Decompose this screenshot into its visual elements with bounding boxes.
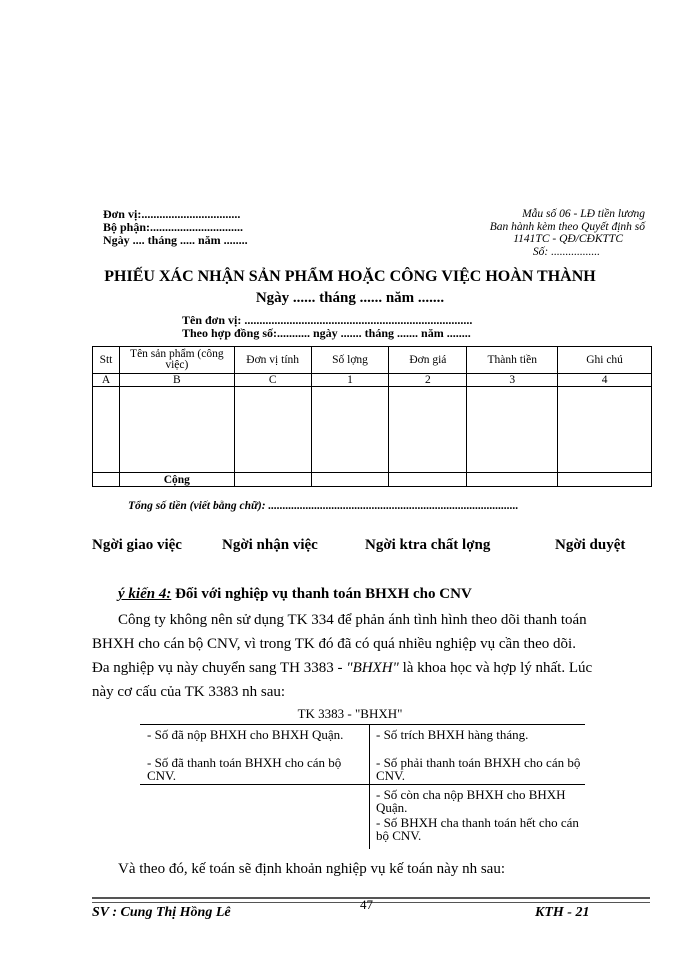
- signature-approver: Ngời duyệt: [555, 537, 626, 553]
- section-heading: [118, 586, 472, 603]
- col-header: Số lợng: [311, 347, 389, 374]
- t-account-credit-item: - Số phải thanh toán BHXH cho cán bộ CNV.: [376, 755, 581, 783]
- col-code: 2: [389, 374, 467, 387]
- col-code: 1: [311, 374, 389, 387]
- t-account-title: TK 3383 - "BHXH": [297, 706, 403, 721]
- col-header: Thành tiền: [467, 347, 558, 374]
- col-code: 3: [467, 374, 558, 387]
- contract-line: Theo hợp đồng số:........... ngày ....... tháng ....... năm ........: [182, 326, 471, 340]
- section-label: ý kiến 4:: [118, 586, 172, 602]
- total-in-words: Tổng số tiền (viết bằng chữ): .......................................................................................: [128, 500, 519, 512]
- form-number: Số: .................: [532, 245, 600, 258]
- col-code: 4: [558, 374, 652, 387]
- decision-line: Ban hành kèm theo Quyết định số: [489, 220, 645, 233]
- col-header: Đơn giá: [389, 347, 467, 374]
- page-number: 47: [360, 897, 373, 912]
- form-date: Ngày ...... tháng ...... năm .......: [255, 290, 445, 306]
- form-code: Mẫu số 06 - LĐ tiền lương: [522, 208, 645, 220]
- col-header: Tên sản phẩm (công việc): [119, 347, 234, 374]
- table-header-row: [93, 347, 652, 374]
- table-body-row: [93, 387, 652, 473]
- col-header: Stt: [93, 347, 120, 374]
- table-total-row: [93, 473, 652, 487]
- paragraph-text: Đa nghiệp vụ này chuyển sang TH 3383 -: [92, 660, 347, 676]
- t-account-debit-item: - Số đã nộp BHXH cho BHXH Quận.: [147, 727, 344, 742]
- paragraph-line: Công ty không nên sử dụng TK 334 để phản ánh tình hình theo dõi thanh toán: [118, 612, 587, 628]
- paragraph-text: là khoa học và hợp lý nhất. Lúc: [398, 660, 593, 676]
- footer-class: KTH - 21: [535, 905, 590, 920]
- col-header: Ghi chú: [558, 347, 652, 374]
- t-account-balance-item: - Số BHXH cha thanh toán hết cho cán bộ CNV.: [376, 815, 579, 843]
- product-table: [92, 346, 652, 487]
- footer-author: SV : Cung Thị Hồng Lê: [92, 905, 231, 920]
- paragraph-line: [92, 656, 652, 680]
- paragraph-italic: "BHXH": [346, 660, 399, 676]
- t-account-debit-item: - Số đã thanh toán BHXH cho cán bộ CNV.: [147, 755, 342, 783]
- t-account-divider: [369, 724, 370, 849]
- decision-number: 1141TC - QĐ/CĐKTTC: [513, 233, 623, 245]
- section-title: Đối với nghiệp vụ thanh toán BHXH cho CNV: [171, 586, 472, 602]
- paragraph-line: Và theo đó, kế toán sẽ định khoản nghiệp vụ kế toán này nh sau:: [118, 861, 505, 877]
- signature-assigner: Ngời giao việc: [92, 537, 182, 553]
- paragraph-line: BHXH cho cán bộ CNV, vì trong TK đó đã có quá nhiều nghiệp vụ cần theo dõi.: [92, 636, 576, 652]
- unit-name-line: Tên đơn vị: ............................................................................: [182, 313, 473, 327]
- t-account-credit-item: - Số trích BHXH hàng tháng.: [376, 727, 529, 742]
- total-label: Cộng: [119, 473, 234, 487]
- signature-inspector: Ngời ktra chất lợng: [365, 537, 491, 553]
- signature-receiver: Ngời nhận việc: [222, 537, 318, 553]
- t-account-balance-rule: [140, 784, 585, 785]
- header-left: [103, 208, 248, 247]
- t-account-balance-item: - Số còn cha nộp BHXH cho BHXH Quận.: [376, 787, 566, 815]
- paragraph-line: này cơ cấu của TK 3383 nh sau:: [92, 684, 286, 700]
- col-header: Đơn vị tính: [234, 347, 311, 374]
- t-account-top-rule: [140, 724, 585, 725]
- form-title: PHIẾU XÁC NHẬN SẢN PHẨM HOẶC CÔNG VIỆC HOÀN THÀNH: [104, 268, 596, 285]
- unit-field: Đơn vị:.................................: [103, 207, 241, 221]
- col-code: C: [234, 374, 311, 387]
- col-code: A: [93, 374, 120, 387]
- header-right: [440, 208, 645, 258]
- col-code: B: [119, 374, 234, 387]
- department-field: Bộ phận:...............................: [103, 220, 244, 234]
- date-field: Ngày .... tháng ..... năm ........: [103, 233, 248, 247]
- table-code-row: [93, 374, 652, 387]
